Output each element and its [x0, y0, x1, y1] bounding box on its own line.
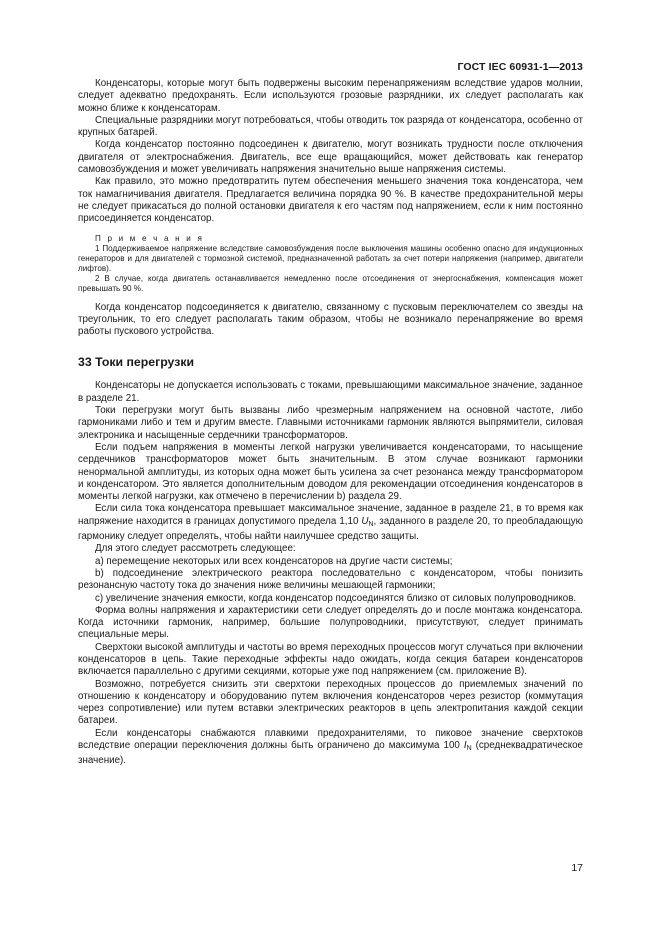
- note-item: 1 Поддерживаемое напряжение вследствие самовозбуждения после выключения машины особенно опасно для индукционных генераторов и для двигателей с тормозной системой, предназначенной работать за счет потери напряжения (например, двигатели лифтов).: [78, 243, 583, 273]
- document-body: [78, 78, 583, 768]
- notes-title: П р и м е ч а н и я: [95, 233, 205, 243]
- paragraph: Для этого следует рассмотреть следующее:: [95, 543, 296, 555]
- paragraph: Возможно, потребуется снизить эти сверхтоки переходных процессов до приемлемых значений по отношению к конденсатору и оборудованию путем включения конденсаторов через резистор (коммутация через сопротивление) или путем вставки электрических реакторов в цепь электропитания каждой секции батареи.: [78, 678, 583, 727]
- paragraph: Конденсаторы не допускается использовать с токами, превышающими максимальное значение, заданное в разделе 21.: [78, 380, 583, 404]
- paragraph: Форма волны напряжения и характеристики сети следует определять до и после монтажа конденсатора. Когда источники гармоник, например, большие полупроводники, присутствуют, следует принимать специальные меры.: [78, 604, 583, 641]
- list-item-b: b) подсоединение электрического реактора последовательно с конденсатором, чтобы понизить резонансную частоту тока до значения ниже величины мешающей гармоники;: [78, 567, 583, 592]
- paragraph: Когда конденсатор постоянно подсоединен к двигателю, могут возникать трудности после отключения двигателя от электроснабжения. Двигатель, все еще вращающийся, может действовать как генератор самовозбуждения и может увеличивать напряжения значительно выше напряжения системы.: [78, 139, 583, 176]
- page-number: 17: [571, 862, 583, 874]
- paragraph: Сверхтоки высокой амплитуды и частоты во время переходных процессов могут случаться при включении конденсаторов в цепь. Такие переходные эффекты надо ожидать, когда секция батареи конденсаторов включается параллельно с другими секциями, которые уже под напряжением (см. приложение В).: [78, 641, 583, 678]
- paragraph-with-formula: Если сила тока конденсатора превышает максимальное значение, заданное в разделе 21, в то время как напряжение находится в границах допустимого предела 1,10 $U_N$, заданного в разделе 20, то преобладающую гармонику следует определять, чтобы найти наилучшее средство защиты.: [78, 503, 583, 543]
- paragraph-with-formula: Если конденсаторы снабжаются плавкими предохранителями, то пиковое значение сверхтоков вследствие операции переключения должны быть ограничено до максимума 100 $I_N$ (среднеквадратическое значение).: [78, 727, 583, 767]
- standard-header: ГОСТ IEC 60931-1—2013: [457, 61, 583, 73]
- rated-voltage-symbol: U: [361, 515, 369, 527]
- paragraph: Как правило, это можно предотвратить путем обеспечения меньшего значения тока конденсатора, чем ток намагничивания двигателя. Предлагается величина порядка 90 %. В качестве предохранительной меры не следует прикасаться до полной остановки двигателя к его частям под напряжением, если к ним постоянно присоединяется конденсатор.: [78, 176, 583, 225]
- paragraph: Специальные разрядники могут потребоваться, чтобы отводить ток разряда от конденсатора, особенно от крупных батарей.: [78, 114, 583, 139]
- section-heading: 33 Токи перегрузки: [78, 355, 195, 370]
- paragraph: Если подъем напряжения в моменты легкой нагрузки увеличивается конденсаторами, то насыщение сердечников трансформаторов может быть значительным. В этом случае возникают гармоники ненормальной амплитуды, из которых одна может быть усилена за счет резонанса между трансформатором и конденсатором. Это является дополнительным доводом для рекомендации отсоединения конденсаторов в моменты легкой нагрузки, как отмечено в перечислении b) раздела 29.: [78, 441, 583, 503]
- list-item-c: с) увеличение значения емкости, когда конденсатор подсоединятся близко от силовых полупроводников.: [95, 592, 577, 604]
- list-item-a: а) перемещение некоторых или всех конденсаторов на другие части системы;: [95, 555, 453, 567]
- rated-current-symbol: I: [463, 740, 467, 752]
- note-item: 2 В случае, когда двигатель останавливается немедленно после отсоединения от энергоснабжения, компенсация может превышать 90 %.: [78, 273, 583, 293]
- paragraph: Токи перегрузки могут быть вызваны либо чрезмерным напряжением на основной частоте, либо гармониками либо и тем и другим вместе. Главными источниками гармоник являются выпрямители, силовая электроника и насыщенные сердечники трансформаторов.: [78, 405, 583, 441]
- paragraph: Конденсаторы, которые могут быть подвержены высоким перенапряжениям вследствие ударов молнии, следует адекватно предохранять. Если используются грозовые разрядники, их следует располагать как можно ближе к конденсаторам.: [78, 78, 583, 114]
- paragraph: Когда конденсатор подсоединяется к двигателю, связанному с пусковым переключателем со звезды на треугольник, то его следует располагать таким образом, чтобы не возникало перенапряжение во время работы пускового устройства.: [78, 301, 583, 338]
- notes-block: [78, 234, 583, 294]
